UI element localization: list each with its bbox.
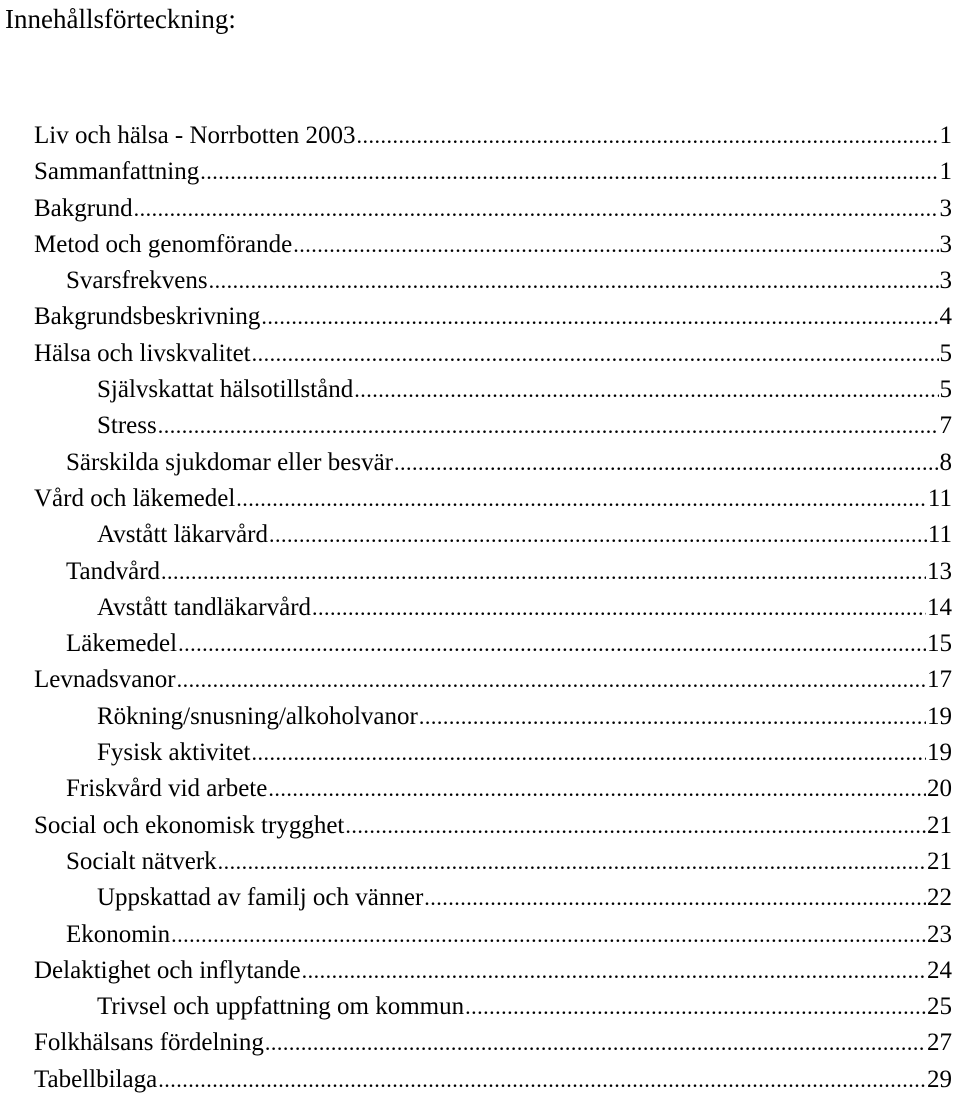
toc-entry-title: Särskilda sjukdomar eller besvär	[66, 448, 393, 476]
toc-entry[interactable]	[0, 336, 960, 372]
toc-entry[interactable]	[0, 1025, 960, 1061]
dot-leader	[465, 989, 926, 1025]
toc-entry-title: Fysisk aktivitet	[97, 739, 251, 767]
toc-entry-page: 24	[927, 956, 952, 984]
toc-entry-title: Social och ekonomisk trygghet	[34, 811, 345, 839]
toc-entry[interactable]	[0, 662, 960, 698]
toc-entry[interactable]	[0, 263, 960, 299]
toc-entry-title: Bakgrundsbeskrivning	[34, 303, 261, 331]
toc-entry[interactable]	[0, 844, 960, 880]
dot-leader	[269, 517, 927, 553]
toc-entry[interactable]	[0, 481, 960, 517]
dot-leader	[312, 590, 926, 626]
toc-entry-title: Ekonomin	[66, 920, 171, 948]
toc-entry-title: Självskattat hälsotillstånd	[97, 376, 354, 404]
toc-list	[0, 118, 960, 1098]
dot-leader	[345, 808, 926, 844]
toc-entry-title: Levnadsvanor	[34, 666, 176, 694]
dot-leader	[293, 227, 938, 263]
toc-entry[interactable]	[0, 808, 960, 844]
toc-entry-page: 11	[927, 484, 952, 512]
dot-leader	[268, 771, 926, 807]
toc-entry[interactable]	[0, 517, 960, 553]
dot-leader	[394, 445, 939, 481]
toc-entry[interactable]	[0, 299, 960, 335]
dot-leader	[236, 481, 927, 517]
toc-heading: Innehållsförteckning:	[5, 4, 236, 34]
toc-entry[interactable]	[0, 408, 960, 444]
toc-entry-title: Rökning/snusning/alkoholvanor	[97, 702, 418, 730]
toc-entry[interactable]	[0, 989, 960, 1025]
dot-leader	[261, 299, 938, 335]
dot-leader	[158, 408, 939, 444]
toc-entry-title: Hälsa och livskvalitet	[34, 339, 251, 367]
toc-entry[interactable]	[0, 227, 960, 263]
dot-leader	[252, 336, 939, 372]
toc-entry-title: Stress	[97, 412, 157, 440]
toc-entry[interactable]	[0, 154, 960, 190]
toc-entry-page: 21	[927, 847, 952, 875]
toc-entry-page: 14	[927, 593, 952, 621]
dot-leader	[134, 191, 939, 227]
dot-leader	[209, 263, 939, 299]
toc-entry-page: 19	[927, 739, 952, 767]
toc-entry-title: Trivsel och uppfattning om kommun	[97, 993, 465, 1021]
toc-entry[interactable]	[0, 626, 960, 662]
toc-entry-title: Tandvård	[66, 557, 161, 585]
toc-entry-page: 29	[927, 1065, 952, 1093]
toc-entry[interactable]	[0, 191, 960, 227]
toc-entry-page: 20	[927, 775, 952, 803]
dot-leader	[161, 554, 926, 590]
dot-leader	[171, 917, 926, 953]
toc-entry-page: 11	[927, 521, 952, 549]
toc-entry[interactable]	[0, 1062, 960, 1098]
toc-entry-page: 25	[927, 993, 952, 1021]
dot-leader	[178, 626, 926, 662]
toc-entry[interactable]	[0, 735, 960, 771]
dot-leader	[424, 880, 926, 916]
toc-entry-title: Metod och genomförande	[34, 230, 293, 258]
toc-entry-page: 5	[939, 376, 952, 404]
toc-entry-title: Liv och hälsa - Norrbotten 2003	[34, 122, 356, 149]
toc-entry-page: 21	[927, 811, 952, 839]
toc-entry[interactable]	[0, 699, 960, 735]
dot-leader	[251, 735, 926, 771]
dot-leader	[354, 372, 938, 408]
toc-entry-page: 8	[939, 448, 952, 476]
toc-entry-title: Tabellbilaga	[34, 1065, 158, 1093]
dot-leader	[177, 662, 926, 698]
dot-leader	[302, 953, 926, 989]
toc-entry-page: 1	[939, 158, 952, 186]
toc-entry-title: Folkhälsans fördelning	[34, 1029, 264, 1057]
dot-leader	[265, 1025, 926, 1061]
toc-entry-title: Bakgrund	[34, 194, 133, 222]
toc-entry[interactable]	[0, 554, 960, 590]
toc-entry-page: 27	[927, 1029, 952, 1057]
toc-entry[interactable]	[0, 953, 960, 989]
dot-leader	[356, 118, 938, 154]
toc-entry[interactable]	[0, 372, 960, 408]
toc-entry[interactable]	[0, 771, 960, 807]
toc-entry-title: Socialt nätverk	[66, 847, 217, 875]
toc-entry-title: Delaktighet och inflytande	[34, 956, 301, 984]
dot-leader	[419, 699, 926, 735]
toc-entry[interactable]	[0, 590, 960, 626]
toc-entry-page: 15	[927, 630, 952, 658]
toc-entry-title: Avstått läkarvård	[97, 521, 268, 549]
toc-entry-title: Friskvård vid arbete	[66, 775, 268, 803]
dot-leader	[158, 1062, 926, 1098]
toc-entry-page: 5	[939, 339, 952, 367]
toc-entry-page: 19	[927, 702, 952, 730]
toc-entry-title: Uppskattad av familj och vänner	[97, 884, 424, 912]
dot-leader	[218, 844, 926, 880]
toc-entry[interactable]	[0, 445, 960, 481]
toc-entry-page: 3	[939, 267, 952, 295]
toc-entry-title: Avstått tandläkarvård	[97, 593, 312, 621]
toc-entry-page: 3	[939, 230, 952, 258]
toc-entry-page: 3	[939, 194, 952, 222]
toc-entry-page: 13	[927, 557, 952, 585]
toc-entry-page: 17	[927, 666, 952, 694]
toc-entry-title: Svarsfrekvens	[66, 267, 208, 295]
toc-entry-title: Vård och läkemedel	[34, 484, 236, 512]
toc-entry-title: Läkemedel	[66, 630, 178, 658]
toc-entry-page: 23	[927, 920, 952, 948]
toc-entry-page: 7	[939, 412, 952, 440]
toc-entry[interactable]	[0, 917, 960, 953]
toc-entry-page: 22	[927, 884, 952, 912]
toc-entry-page: 1	[939, 122, 952, 149]
toc-entry[interactable]	[0, 118, 960, 154]
toc-entry-title: Sammanfattning	[34, 158, 200, 186]
dot-leader	[200, 154, 938, 190]
toc-entry[interactable]	[0, 880, 960, 916]
toc-entry-page: 4	[939, 303, 952, 331]
